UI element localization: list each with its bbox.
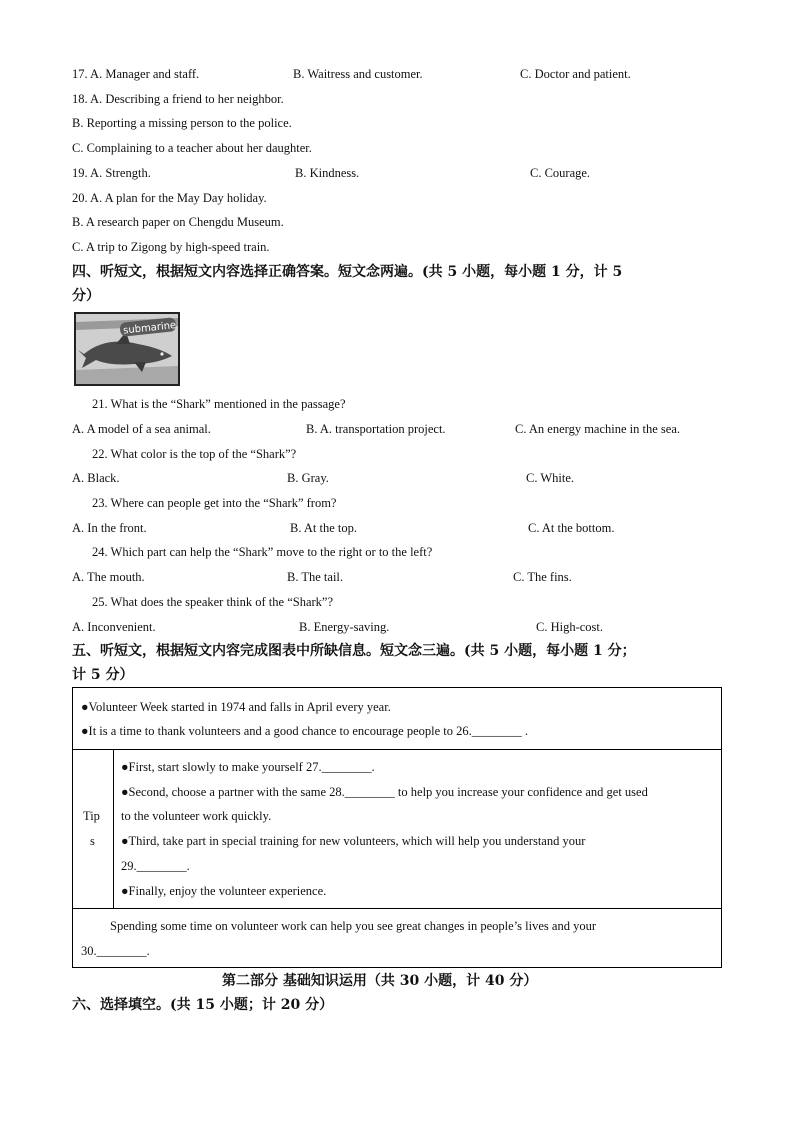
q24-option-a: A. The mouth. [72, 570, 145, 584]
row1-line1: ●Volunteer Week started in 1974 and falls in April every year. [81, 700, 391, 714]
tips-label-cont: s [90, 834, 95, 848]
q20-option-a: 20. A. A plan for the May Day holiday. [72, 191, 267, 205]
q23-option-a: A. In the front. [72, 521, 147, 535]
q17-option-c: C. Doctor and patient. [520, 67, 631, 81]
section6-heading: 六、选择填空。(共 15 小题；计 20 分） [72, 997, 334, 1013]
q24-option-b: B. The tail. [287, 570, 344, 584]
tip-fourth: ●Finally, enjoy the volunteer experience. [121, 884, 327, 898]
q20-option-b: B. A research paper on Chengdu Museum. [72, 215, 284, 229]
q18-option-a: 18. A. Describing a friend to her neighbor. [72, 92, 284, 106]
tip-second: ●Second, choose a partner with the same 28.________ to help you increase your confidence and get used [121, 785, 648, 799]
q21-option-c: C. An energy machine in the sea. [515, 422, 681, 436]
q17-option-a: 17. A. Manager and staff. [72, 67, 200, 81]
q22-question: 22. What color is the top of the “Shark”? [92, 447, 297, 461]
q19-option-c: C. Courage. [530, 166, 591, 180]
q25-option-b: B. Energy-saving. [299, 620, 390, 634]
section4-heading: 四、听短文，根据短文内容选择正确答案。短文念两遍。(共 5 小题，每小题 1 分，计 5 [72, 264, 623, 280]
q22-option-c: C. White. [526, 471, 575, 485]
submarine-shark-image [74, 312, 180, 386]
q25-option-c: C. High-cost. [536, 620, 604, 634]
submarine-label: submarine [122, 320, 177, 337]
section4-heading-cont: 分） [72, 288, 100, 304]
row1-line2: ●It is a time to thank volunteers and a good chance to encourage people to 26.________ . [81, 724, 529, 738]
q17-option-b: B. Waitress and customer. [293, 67, 423, 81]
tip-second-cont: to the volunteer work quickly. [121, 809, 272, 823]
table-divider [73, 908, 721, 909]
tips-label: Tip [83, 809, 100, 823]
q21-option-a: A. A model of a sea animal. [72, 422, 211, 436]
row3-line1: Spending some time on volunteer work can help you see great changes in people’s lives and your [110, 919, 596, 933]
row3-line2: 30.________. [81, 944, 150, 958]
shark-submarine-illustration [76, 314, 178, 384]
q23-question: 23. Where can people get into the “Shark” from? [92, 496, 337, 510]
q25-option-a: A. Inconvenient. [72, 620, 156, 634]
q23-option-b: B. At the top. [290, 521, 358, 535]
tip-third-cont: 29.________. [121, 859, 190, 873]
tips-column-divider [113, 749, 114, 908]
q24-question: 24. Which part can help the “Shark” move to the right or to the left? [92, 545, 433, 559]
q22-option-a: A. Black. [72, 471, 120, 485]
q21-question: 21. What is the “Shark” mentioned in the passage? [92, 397, 346, 411]
q18-option-b: B. Reporting a missing person to the police. [72, 116, 292, 130]
q21-option-b: B. A. transportation project. [306, 422, 446, 436]
section5-heading-cont: 计 5 分） [72, 667, 134, 683]
q20-option-c: C. A trip to Zigong by high-speed train. [72, 240, 270, 254]
q23-option-c: C. At the bottom. [528, 521, 615, 535]
volunteer-week-table [72, 687, 722, 968]
table-divider [73, 749, 721, 750]
q19-option-b: B. Kindness. [295, 166, 360, 180]
q19-option-a: 19. A. Strength. [72, 166, 151, 180]
section5-heading: 五、听短文，根据短文内容完成图表中所缺信息。短文念三遍。(共 5 小题，每小题 1 分； [72, 643, 636, 659]
q24-option-c: C. The fins. [513, 570, 572, 584]
q18-option-c: C. Complaining to a teacher about her daughter. [72, 141, 312, 155]
tip-third: ●Third, take part in special training for new volunteers, which will help you understand your [121, 834, 586, 848]
tip-first: ●First, start slowly to make yourself 27.________. [121, 760, 375, 774]
q25-question: 25. What does the speaker think of the “Shark”? [92, 595, 334, 609]
q22-option-b: B. Gray. [287, 471, 329, 485]
part2-title: 第二部分 基础知识运用（共 30 小题，计 40 分） [222, 973, 538, 989]
